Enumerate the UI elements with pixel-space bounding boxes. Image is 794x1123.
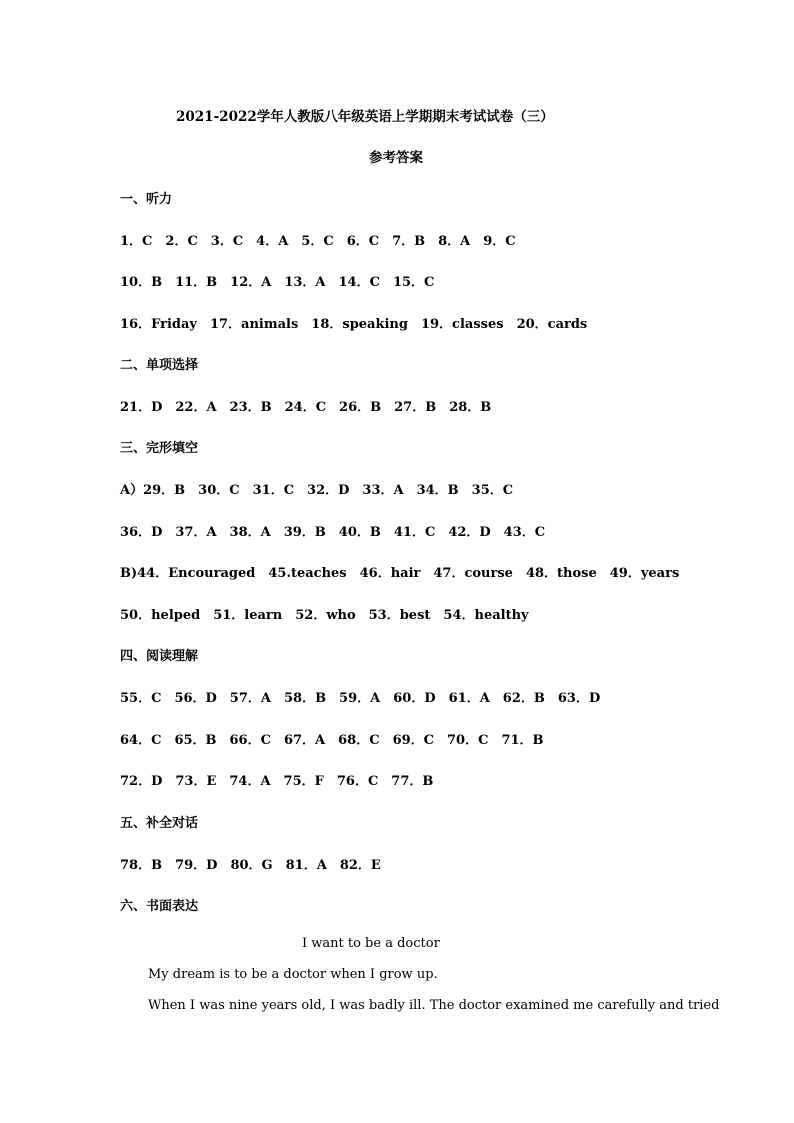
answer-row: 78．B 79．D 80．G 81．A 82．E	[120, 858, 381, 873]
answer-row: 55．C 56．D 57．A 58．B 59．A 60．D 61．A 62．B 63．D	[120, 691, 601, 706]
answer-row: B)44．Encouraged 45.teaches 46．hair 47．course 48．those 49．years	[120, 566, 680, 581]
section-heading-cloze: 三、完形填空	[120, 441, 199, 456]
answer-row: 16．Friday 17．animals 18．speaking 19．classes 20．cards	[120, 317, 588, 332]
essay-title: I want to be a doctor	[302, 936, 440, 951]
answer-row: 50．helped 51．learn 52．who 53．best 54．healthy	[120, 608, 529, 623]
section-heading-writing: 六、书面表达	[120, 899, 199, 914]
answer-row: 36．D 37．A 38．A 39．B 40．B 41．C 42．D 43．C	[120, 525, 546, 540]
section-heading-listening: 一、听力	[120, 192, 173, 207]
document-subtitle: 参考答案	[369, 150, 423, 166]
document-title: 2021-2022学年人教版八年级英语上学期期末考试试卷（三）	[176, 109, 554, 125]
answer-row: 1．C 2．C 3．C 4．A 5．C 6．C 7．B 8．A 9．C	[120, 234, 516, 249]
section-heading-single-choice: 二、单项选择	[120, 358, 199, 373]
answer-row: 64．C 65．B 66．C 67．A 68．C 69．C 70．C 71．B	[120, 733, 544, 748]
section-heading-reading: 四、阅读理解	[120, 649, 199, 664]
section-heading-dialogue: 五、补全对话	[120, 816, 199, 831]
answer-row: 72．D 73．E 74．A 75．F 76．C 77．B	[120, 774, 434, 789]
answer-row: 21．D 22．A 23．B 24．C 26．B 27．B 28．B	[120, 400, 492, 415]
answer-row: 10．B 11．B 12．A 13．A 14．C 15．C	[120, 275, 435, 290]
essay-paragraph: My dream is to be a doctor when I grow up.	[148, 967, 438, 982]
essay-paragraph: When I was nine years old, I was badly ill. The doctor examined me carefully and tried	[148, 998, 720, 1013]
answer-row: A）29．B 30．C 31．C 32．D 33．A 34．B 35．C	[120, 483, 514, 498]
